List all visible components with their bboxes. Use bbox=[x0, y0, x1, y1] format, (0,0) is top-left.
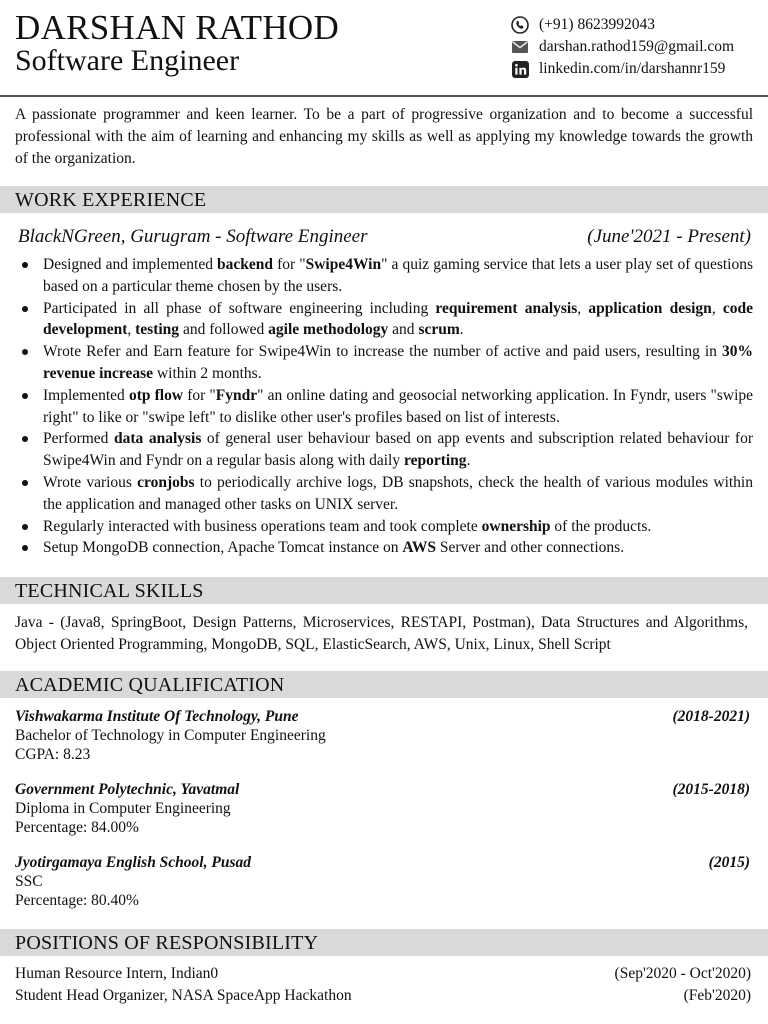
bullet-emphasis: backend bbox=[217, 256, 274, 273]
resume-header bbox=[0, 0, 768, 96]
bullet-text: , bbox=[711, 299, 723, 317]
job-bullet bbox=[15, 385, 753, 429]
job-title: BlackNGreen, Gurugram - Software Engineer bbox=[18, 226, 368, 247]
degree-name: SSC bbox=[15, 873, 43, 890]
job-bullet bbox=[15, 254, 753, 298]
bullet-text: Wrote various bbox=[43, 473, 138, 491]
section-title: TECHNICAL SKILLS bbox=[15, 580, 204, 602]
section-academic-qualification bbox=[0, 671, 768, 698]
contact-phone bbox=[510, 14, 734, 36]
section-technical-skills bbox=[0, 577, 768, 604]
section-title: POSITIONS OF RESPONSIBILITY bbox=[15, 932, 319, 954]
degree-score: Percentage: 80.40% bbox=[15, 891, 139, 909]
bullet-text: " a quiz gaming service that lets a user play set of questions based on a particular theme chosen by the users. bbox=[43, 256, 753, 295]
bullet-emphasis: data analysis bbox=[113, 430, 202, 448]
school-years: (2018-2021) bbox=[672, 708, 750, 725]
bullet-text: . bbox=[466, 452, 471, 470]
bullet-emphasis: otp flow bbox=[128, 386, 184, 404]
header-divider bbox=[0, 95, 768, 97]
job-bullets bbox=[15, 254, 753, 559]
bullet-text: , bbox=[577, 299, 589, 317]
bullet-emphasis: reporting bbox=[403, 452, 467, 470]
job-bullet bbox=[15, 428, 753, 472]
bullet-emphasis: testing bbox=[135, 321, 180, 339]
position-role: Student Head Organizer, NASA SpaceApp Hackathon bbox=[15, 987, 352, 1004]
education-entry bbox=[15, 781, 750, 837]
position-role: Human Resource Intern, Indian0 bbox=[15, 965, 219, 982]
bullet-text: and bbox=[388, 321, 419, 339]
job-bullet bbox=[15, 537, 753, 559]
position-dates: (Feb'2020) bbox=[683, 987, 751, 1004]
bullet-text: Participated in all phase of software engineering including bbox=[43, 299, 436, 317]
degree-score: Percentage: 84.00% bbox=[15, 818, 139, 836]
bullet-emphasis: agile methodology bbox=[268, 321, 389, 339]
email-link[interactable]: darshan.rathod159@gmail.com bbox=[539, 38, 735, 55]
bullet-emphasis: Swipe4Win bbox=[305, 256, 382, 273]
job-bullet bbox=[15, 472, 753, 516]
bullet-text: Setup MongoDB connection, Apache Tomcat instance on bbox=[43, 539, 403, 557]
position-dates: (Sep'2020 - Oct'2020) bbox=[614, 965, 751, 982]
profile-summary: A passionate programmer and keen learner. To be a part of progressive organization and to become a successful professional with the aim of learning and enhancing my skills as well as applying my knowledge towards the growth of the organization. bbox=[15, 106, 753, 167]
bullet-text: Regularly interacted with business operations team and took complete bbox=[43, 517, 482, 535]
position-entry bbox=[15, 963, 751, 985]
bullet-emphasis: Fyndr bbox=[215, 386, 258, 404]
bullet-emphasis: cronjobs bbox=[137, 473, 195, 491]
bullet-text: Wrote Refer and Earn feature for Swipe4Win to increase the number of active and paid users, resulting in bbox=[43, 343, 722, 361]
bullet-text: and followed bbox=[179, 321, 269, 339]
candidate-role: Software Engineer bbox=[15, 44, 240, 77]
section-title: WORK EXPERIENCE bbox=[15, 189, 207, 211]
bullet-text: of general user behaviour based on app events and subscription related behaviour for Swipe4Win and Fyndr on a regular basis along with daily bbox=[43, 430, 753, 470]
job-date: (June'2021 - Present) bbox=[587, 226, 751, 247]
bullet-text: , bbox=[127, 321, 136, 339]
job-header bbox=[18, 226, 751, 250]
bullet-text: to periodically archive logs, DB snapshots, check the health of various modules within the application and managed other tasks on UNIX server. bbox=[43, 473, 753, 513]
contact-block bbox=[510, 14, 734, 80]
bullet-emphasis: 30% revenue increase bbox=[43, 343, 753, 382]
bullet-text: within 2 months. bbox=[153, 364, 262, 382]
degree-name: Diploma in Computer Engineering bbox=[15, 800, 231, 817]
job-bullet bbox=[15, 516, 753, 538]
bullet-text: Implemented bbox=[43, 386, 129, 404]
email-icon bbox=[510, 38, 530, 56]
linkedin-link[interactable]: linkedin.com/in/darshannr159 bbox=[539, 60, 726, 77]
phone-text: (+91) 8623992043 bbox=[539, 16, 655, 33]
phone-icon bbox=[510, 16, 530, 34]
bullet-text: for " bbox=[273, 256, 306, 273]
bullet-text: Server and other connections. bbox=[435, 539, 625, 557]
bullet-emphasis: ownership bbox=[481, 517, 551, 535]
bullet-text: for " bbox=[183, 386, 216, 404]
job-bullet bbox=[15, 298, 753, 342]
contact-email bbox=[510, 36, 734, 58]
school-name: Vishwakarma Institute Of Technology, Pune bbox=[15, 708, 299, 725]
bullet-emphasis: AWS bbox=[402, 539, 436, 557]
bullet-emphasis: scrum bbox=[418, 321, 460, 339]
bullet-text: of the products. bbox=[550, 517, 652, 535]
bullet-emphasis: application design bbox=[588, 299, 712, 317]
bullet-text: . bbox=[459, 321, 464, 339]
education-entry bbox=[15, 854, 750, 910]
degree-score: CGPA: 8.23 bbox=[15, 745, 91, 763]
position-entry bbox=[15, 985, 751, 1007]
school-years: (2015) bbox=[708, 854, 750, 871]
bullet-text: Designed and implemented bbox=[43, 256, 218, 273]
candidate-name: DARSHAN RATHOD bbox=[15, 8, 340, 47]
bullet-emphasis: code development bbox=[43, 299, 754, 339]
bullet-emphasis: requirement analysis bbox=[435, 299, 578, 317]
section-work-experience bbox=[0, 186, 768, 213]
section-title: ACADEMIC QUALIFICATION bbox=[15, 674, 285, 696]
education-entry bbox=[15, 708, 750, 764]
bullet-text: Performed bbox=[43, 430, 114, 448]
skills-text: Java - (Java8, SpringBoot, Design Patterns, Microservices, RESTAPI, Postman), Data Structures and Algorithms, Object Oriented Programming, MongoDB, SQL, ElasticSearch, AWS, Unix, Linux, Shell Script bbox=[15, 614, 748, 653]
contact-linkedin bbox=[510, 58, 734, 80]
school-name: Jyotirgamaya English School, Pusad bbox=[15, 854, 251, 871]
degree-name: Bachelor of Technology in Computer Engineering bbox=[15, 727, 326, 744]
school-years: (2015-2018) bbox=[672, 781, 750, 798]
bullet-text: " an online dating and geosocial networking application. In Fyndr, users "swipe right" to like or "swipe left" to dislike other user's profiles based on list of interests. bbox=[43, 386, 754, 426]
job-bullet bbox=[15, 341, 753, 385]
section-positions-of-responsibility bbox=[0, 929, 768, 956]
school-name: Government Polytechnic, Yavatmal bbox=[15, 781, 240, 798]
linkedin-icon bbox=[510, 60, 530, 78]
